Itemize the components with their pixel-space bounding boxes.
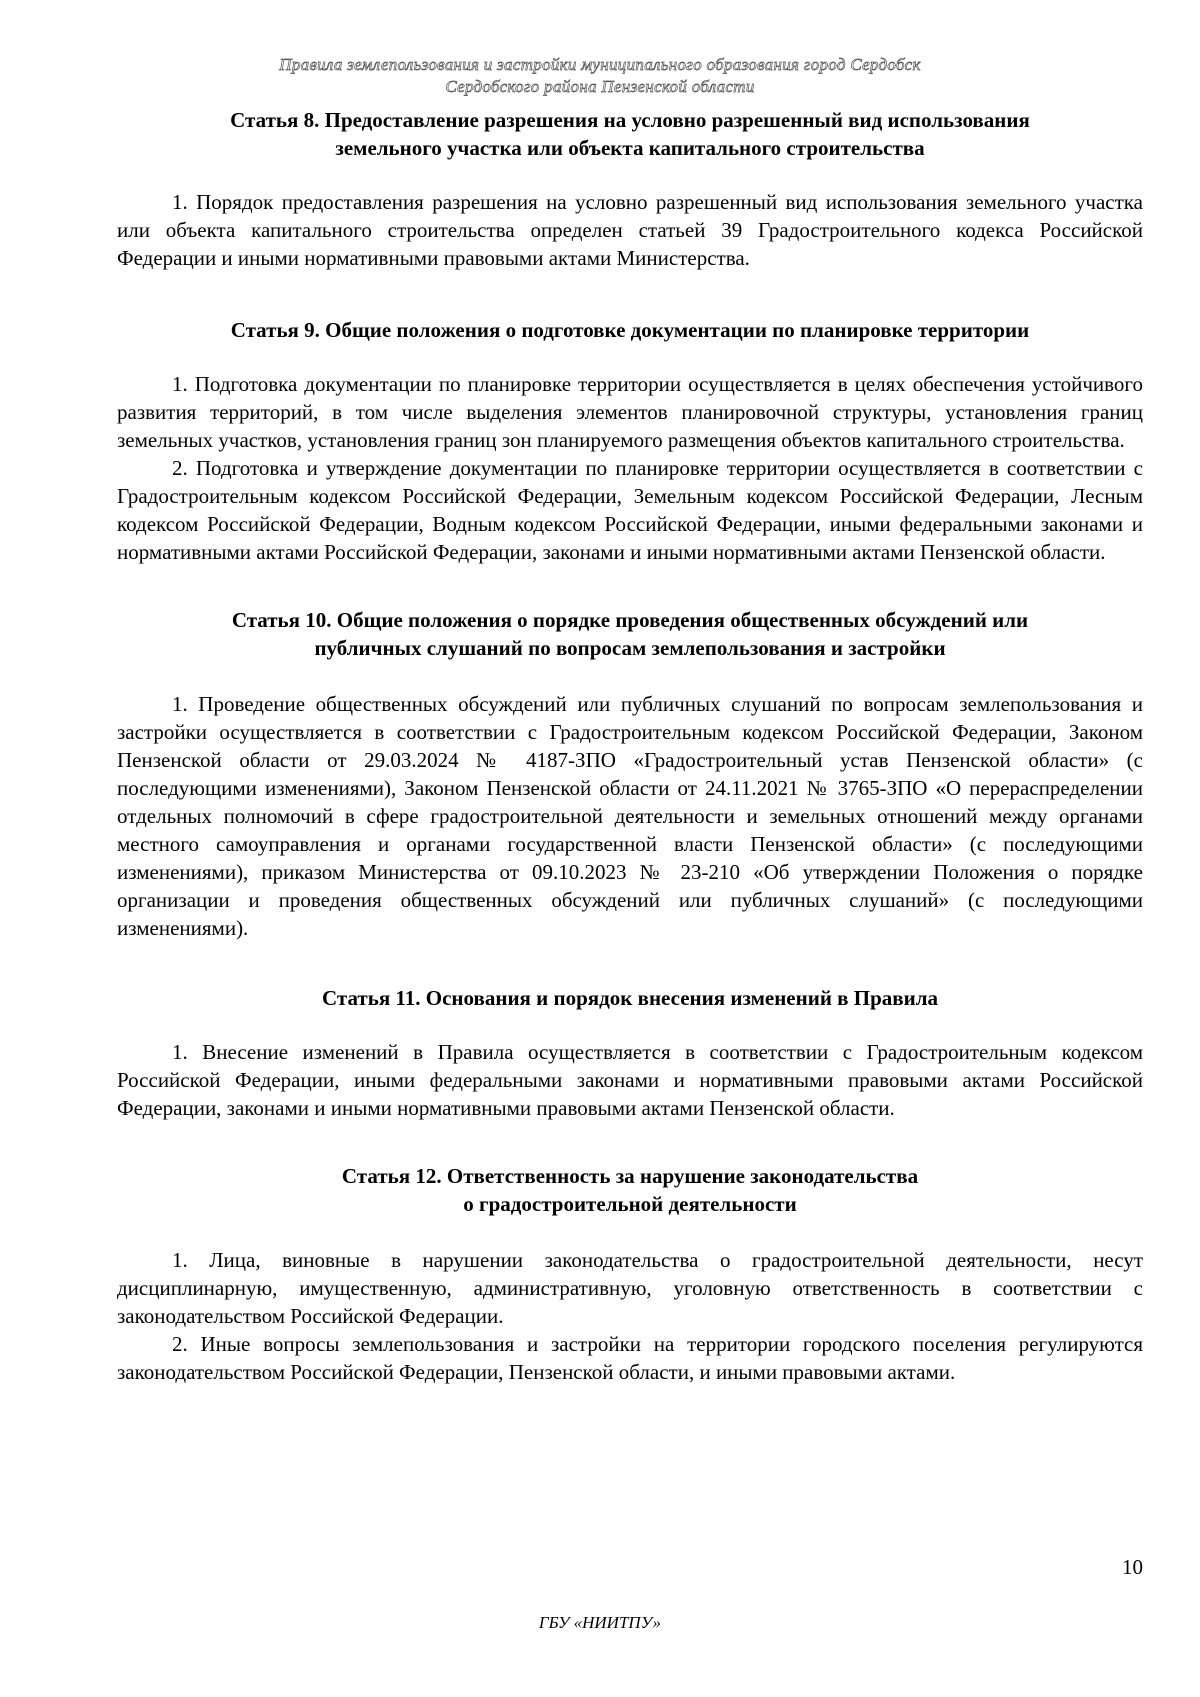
article-10 bbox=[117, 606, 1143, 942]
paragraph: 1. Внесение изменений в Правила осуществляется в соответствии с Градостроительным кодексом Российской Федерации, иными федеральными законами и нормативными правовыми актами Российской Федерации, законами и иными нормативными правовыми актами Пензенской области. bbox=[117, 1040, 1143, 1120]
article-title-line: Статья 11. Основания и порядок внесения изменений в Правила bbox=[321, 986, 939, 1010]
paragraph: 1. Подготовка документации по планировке территории осуществляется в целях обеспечения устойчивого развития территорий, в том числе выделения элементов планировочной структуры, установления границ земельных участков, установления границ зон планируемого размещения объектов капитального строительства. bbox=[117, 372, 1143, 452]
article-title-line: о градостроительной деятельности bbox=[463, 1192, 797, 1216]
article-title-line: Статья 12. Ответственность за нарушение законодательства bbox=[341, 1164, 919, 1188]
page-number: 10 bbox=[1122, 1555, 1143, 1579]
article-title-line: Статья 8. Предоставление разрешения на условно разрешенный вид использования bbox=[230, 108, 1030, 132]
article-title-line: земельного участка или объекта капитального строительства bbox=[335, 136, 925, 160]
article-title-line: публичных слушаний по вопросам землепользования и застройки bbox=[314, 636, 946, 660]
running-header-line-1: Правила землепользования и застройки муниципального образования город Сердобск bbox=[279, 55, 921, 74]
article-title-line: Статья 10. Общие положения о порядке проведения общественных обсуждений или bbox=[231, 608, 1029, 632]
footer-organization: ГБУ «НИИТПУ» bbox=[538, 1613, 662, 1632]
running-header bbox=[0, 54, 1200, 98]
article-9 bbox=[117, 316, 1143, 566]
article-title bbox=[117, 1162, 1143, 1218]
running-header-line-2: Сердобского района Пензенской области bbox=[445, 77, 755, 96]
paragraph: 1. Проведение общественных обсуждений или публичных слушаний по вопросам землепользования и застройки осуществляется в соответствии с Градостроительным кодексом Российской Федерации, Законом Пензенской области от 29.03.2024 № 4187-ЗПО «Градостроительный устав Пензенской области» (с последующими изменениями), Законом Пензенской области от 24.11.2021 № 3765-ЗПО «О перераспределении отдельных полномочий в сфере градостроительной деятельности и земельных отношений между органами местного самоуправления и органами государственной власти Пензенской области» (с последующими изменениями), приказом Министерства от 09.10.2023 № 23-210 «Об утверждении Положения о порядке организации и проведения общественных обсуждений или публичных слушаний» (с последующими изменениями). bbox=[117, 692, 1143, 940]
article-title bbox=[117, 106, 1143, 162]
article-8 bbox=[117, 106, 1143, 272]
article-title bbox=[117, 606, 1143, 662]
article-title-line: Статья 9. Общие положения о подготовке документации по планировке территории bbox=[230, 318, 1030, 342]
article-11 bbox=[117, 984, 1143, 1122]
paragraph: 2. Подготовка и утверждение документации по планировке территории осуществляется в соответствии с Градостроительным кодексом Российской Федерации, Земельным кодексом Российской Федерации, Лесным кодексом Российской Федерации, Водным кодексом Российской Федерации, иными федеральными законами и нормативными актами Российской Федерации, законами и иными нормативными актами Пензенской области. bbox=[117, 456, 1143, 564]
paragraph: 1. Порядок предоставления разрешения на условно разрешенный вид использования земельного участка или объекта капитального строительства определен статьей 39 Градостроительного кодекса Российской Федерации и иными нормативными правовыми актами Министерства. bbox=[117, 190, 1143, 270]
article-12 bbox=[117, 1162, 1143, 1386]
paragraph: 1. Лица, виновные в нарушении законодательства о градостроительной деятельности, несут дисциплинарную, имущественную, административную, уголовную ответственность в соответствии с законодательством Российской Федерации. bbox=[117, 1248, 1143, 1328]
paragraph: 2. Иные вопросы землепользования и застройки на территории городского поселения регулируются законодательством Российской Федерации, Пензенской области, и иными правовыми актами. bbox=[117, 1332, 1143, 1384]
document-body bbox=[117, 106, 1143, 1386]
article-title bbox=[117, 984, 1143, 1012]
article-title bbox=[117, 316, 1143, 344]
